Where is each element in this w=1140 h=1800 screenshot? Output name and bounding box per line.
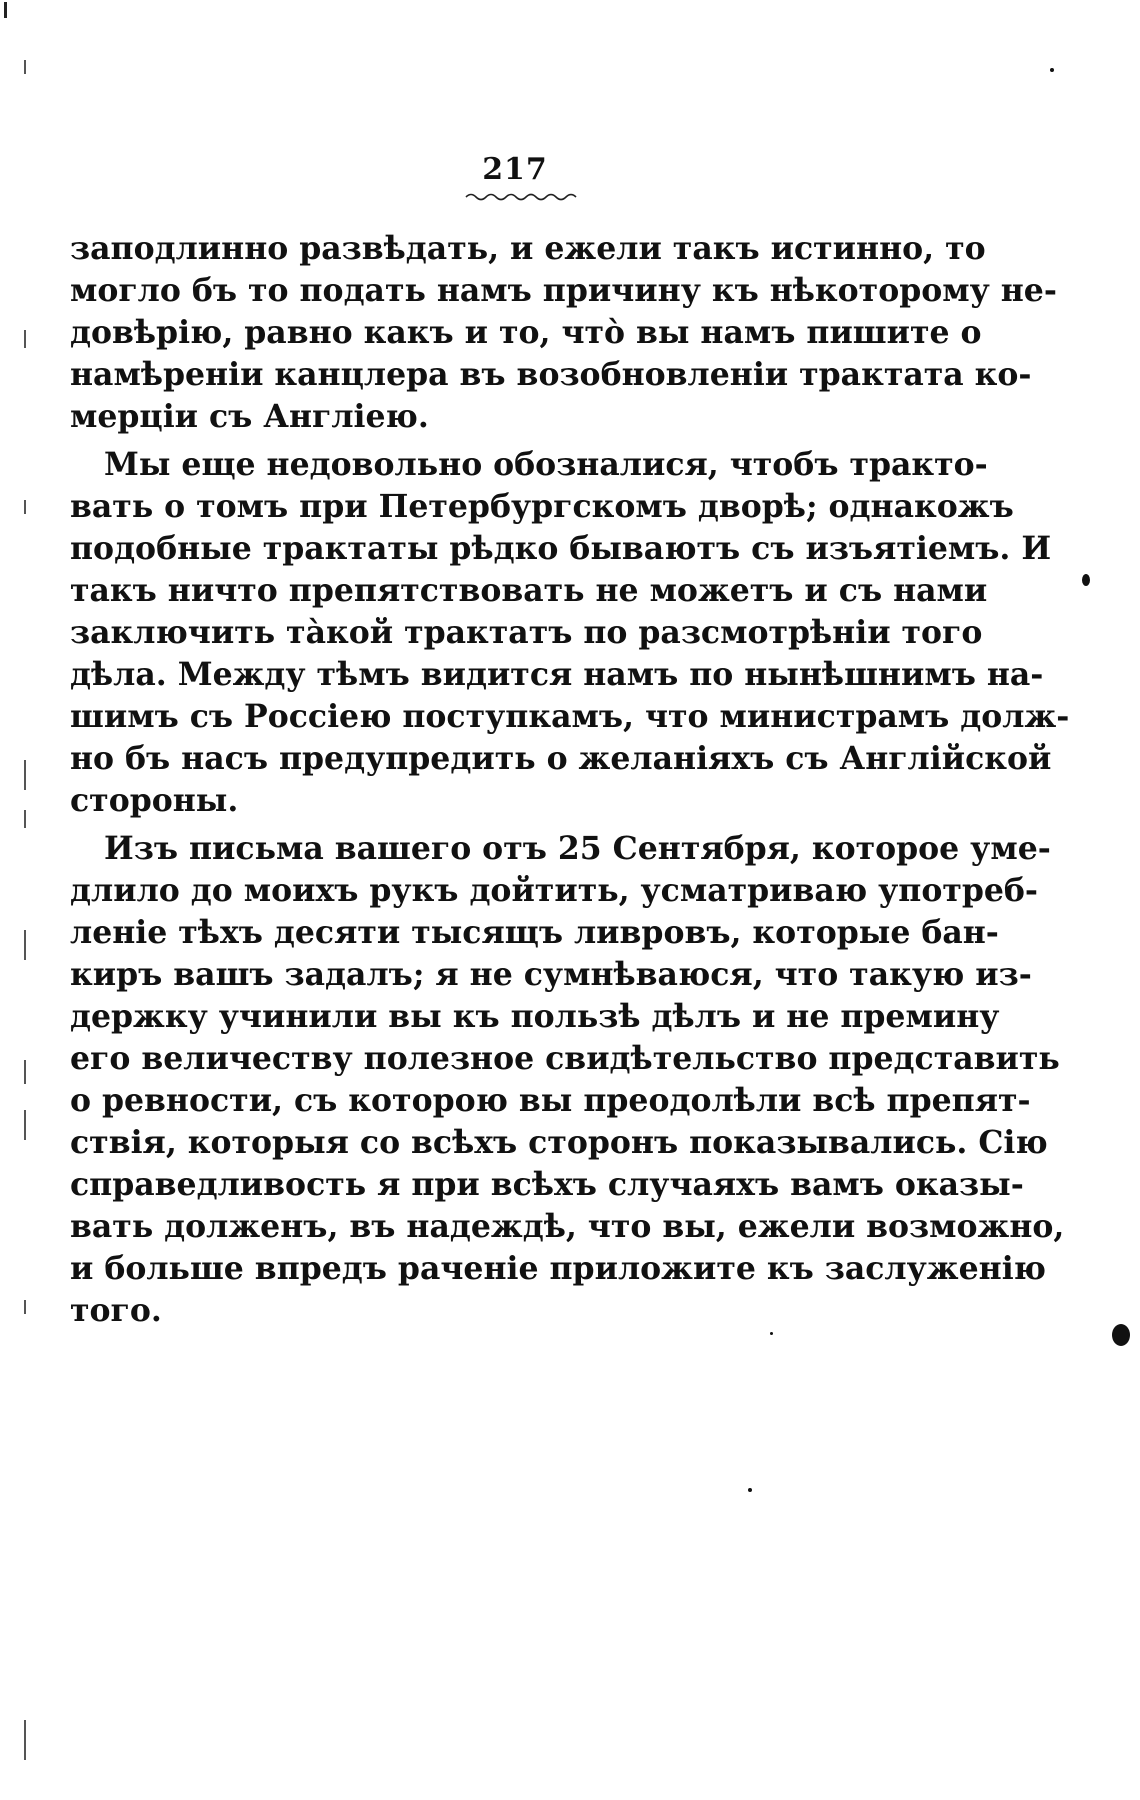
body-text: [70, 228, 1070, 1332]
text-line: дѣла. Между тѣмъ видится намъ по нынѣшнимъ на-: [70, 656, 1044, 693]
margin-mark: [24, 1720, 26, 1760]
margin-mark: [24, 330, 26, 348]
margin-mark: [24, 930, 26, 960]
text-line: Мы еще недовольно обозналися, чтобъ тракто-: [104, 446, 988, 483]
text-line: довѣрію, равно какъ и то, что̀ вы намъ пишите о: [70, 314, 982, 351]
text-line: заключить та̀кой трактатъ по разсмотрѣніи того: [70, 614, 983, 651]
paragraph: [70, 444, 1070, 822]
margin-mark: [24, 1300, 26, 1314]
text-line: стороны.: [70, 782, 239, 819]
scan-corner-mark: [4, 2, 7, 18]
text-line: ствія, которыя со всѣхъ сторонъ показывались. Сію: [70, 1124, 1048, 1161]
paragraph: [70, 228, 1057, 438]
text-line: могло бъ то подать намъ причину къ нѣкоторому не-: [70, 272, 1057, 309]
text-line: длило до моихъ рукъ дойтить, усматриваю употреб-: [70, 872, 1039, 909]
text-line: вать долженъ, въ надеждѣ, что вы, ежели возможно,: [70, 1208, 1065, 1245]
margin-mark: [24, 500, 26, 514]
ink-speck: [770, 1332, 773, 1335]
text-line: подобные трактаты рѣдко бываютъ съ изъятіемъ. И: [70, 530, 1052, 567]
margin-mark: [24, 1060, 26, 1084]
ink-blot: [1112, 1324, 1130, 1346]
text-line: киръ вашъ задалъ; я не сумнѣваюся, что такую из-: [70, 956, 1032, 993]
text-line: держку учинили вы къ пользѣ дѣлъ и не премину: [70, 998, 1000, 1035]
margin-mark: [24, 810, 26, 828]
margin-mark: [24, 760, 26, 790]
text-line: такъ ничто препятствовать не можетъ и съ нами: [70, 572, 988, 609]
text-line: заподлинно развѣдать, и ежели такъ истинно, то: [70, 230, 986, 267]
paragraph: [70, 828, 1065, 1332]
ink-speck: [748, 1488, 752, 1492]
wavy-rule-ornament: [466, 192, 576, 202]
text-line: его величеству полезное свидѣтельство представить: [70, 1040, 1060, 1077]
text-line: справедливость я при всѣхъ случаяхъ вамъ оказы-: [70, 1166, 1024, 1203]
text-line: но бъ насъ предупредить о желаніяхъ съ Англійской: [70, 740, 1052, 777]
text-line: леніе тѣхъ десяти тысящъ ливровъ, которые бан-: [70, 914, 999, 951]
margin-mark: [24, 1110, 26, 1140]
page-number: 217: [482, 152, 548, 187]
text-line: того.: [70, 1292, 162, 1329]
margin-mark: [24, 60, 26, 74]
ink-blot: [1082, 574, 1090, 586]
text-line: и больше впредъ раченіе приложите къ заслуженію: [70, 1250, 1046, 1287]
text-line: мерціи съ Англіею.: [70, 398, 429, 435]
text-line: шимъ съ Россіею поступкамъ, что министрамъ долж-: [70, 698, 1070, 735]
text-line: намѣреніи канцлера въ возобновленіи трактата ко-: [70, 356, 1032, 393]
text-line: о ревности, съ которою вы преодолѣли всѣ препят-: [70, 1082, 1031, 1119]
ink-speck: [1050, 68, 1054, 72]
text-line: вать о томъ при Петербургскомъ дворѣ; однакожъ: [70, 488, 1014, 525]
text-line: Изъ письма вашего отъ 25 Сентября, которое уме-: [104, 830, 1051, 867]
